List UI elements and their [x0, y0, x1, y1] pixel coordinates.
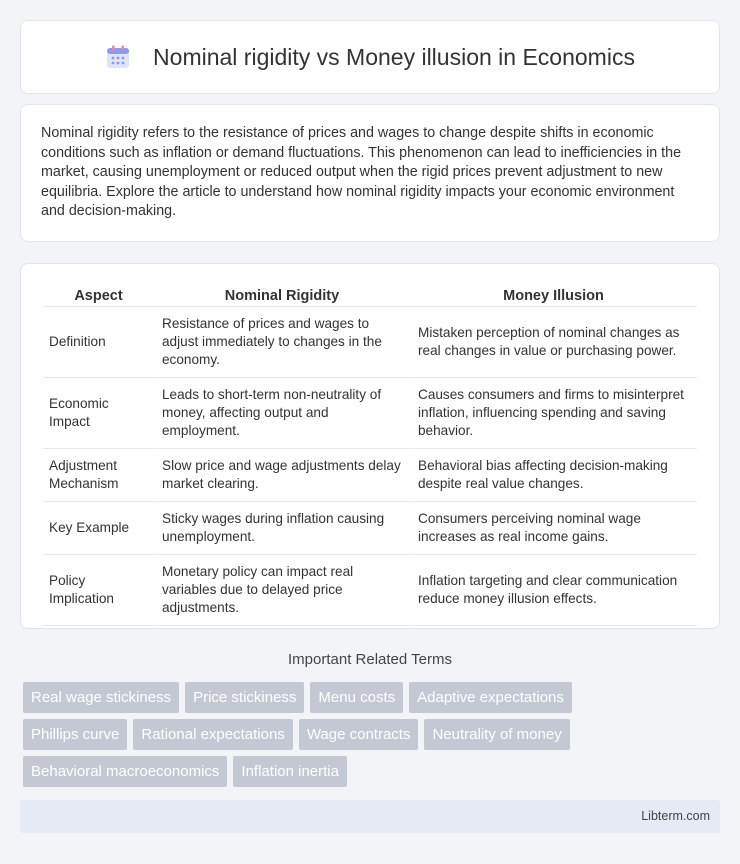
title-card	[20, 20, 720, 94]
page-title: Nominal rigidity vs Money illusion in Economics	[153, 43, 635, 70]
comparison-table-card	[20, 263, 720, 629]
table-header-row	[43, 284, 697, 307]
related-term-tag[interactable]: Neutrality of money	[424, 719, 569, 750]
table-row	[43, 449, 697, 502]
intro-text: Nominal rigidity refers to the resistance of prices and wages to change despite shifts in economic conditions such as inflation or demand fluctuations. This phenomenon can lead to inefficiencies in the market, causing unemployment or reduced output when the rigid prices prevent adjustment to new equilibria. Explore the article to understand how nominal rigidity impacts your economic environment and decision-making.	[41, 125, 682, 220]
row-money-illusion: Mistaken perception of nominal changes as real changes in value or purchasing power.	[410, 307, 697, 378]
row-nominal-rigidity: Leads to short-term non-neutrality of money, affecting output and employment.	[154, 378, 410, 449]
related-term-tag[interactable]: Price stickiness	[185, 682, 304, 713]
related-term-tag[interactable]: Adaptive expectations	[409, 682, 572, 713]
row-aspect: Policy Implication	[43, 555, 154, 626]
related-terms-heading: Important Related Terms	[288, 651, 452, 668]
row-money-illusion: Causes consumers and firms to misinterpret inflation, influencing spending and saving behavior.	[410, 378, 697, 449]
intro-card	[20, 104, 720, 242]
row-aspect: Key Example	[43, 502, 154, 555]
calendar-icon	[105, 44, 131, 70]
footer-site-link[interactable]: Libterm.com	[641, 809, 710, 823]
table-row	[43, 555, 697, 626]
related-term-tag[interactable]: Real wage stickiness	[23, 682, 179, 713]
related-term-tag[interactable]: Inflation inertia	[233, 756, 347, 787]
table-row	[43, 502, 697, 555]
row-nominal-rigidity: Slow price and wage adjustments delay market clearing.	[154, 449, 410, 502]
related-term-tag[interactable]: Behavioral macroeconomics	[23, 756, 227, 787]
row-nominal-rigidity: Monetary policy can impact real variables due to delayed price adjustments.	[154, 555, 410, 626]
related-term-tag[interactable]: Menu costs	[310, 682, 403, 713]
comparison-table	[43, 284, 697, 626]
tag-row	[23, 682, 723, 713]
row-nominal-rigidity: Sticky wages during inflation causing unemployment.	[154, 502, 410, 555]
header-aspect: Aspect	[43, 284, 154, 307]
related-term-tag[interactable]: Rational expectations	[133, 719, 292, 750]
header-nominal-rigidity: Nominal Rigidity	[154, 284, 410, 307]
row-aspect: Economic Impact	[43, 378, 154, 449]
row-aspect: Definition	[43, 307, 154, 378]
related-term-tag[interactable]: Phillips curve	[23, 719, 127, 750]
tag-row	[23, 719, 723, 750]
row-aspect: Adjustment Mechanism	[43, 449, 154, 502]
related-term-tag[interactable]: Wage contracts	[299, 719, 419, 750]
table-row	[43, 378, 697, 449]
related-terms-list	[23, 682, 723, 793]
row-money-illusion: Inflation targeting and clear communication reduce money illusion effects.	[410, 555, 697, 626]
row-money-illusion: Behavioral bias affecting decision-making despite real value changes.	[410, 449, 697, 502]
footer	[20, 800, 720, 833]
tag-row	[23, 756, 723, 787]
header-money-illusion: Money Illusion	[410, 284, 697, 307]
table-row	[43, 307, 697, 378]
row-money-illusion: Consumers perceiving nominal wage increases as real income gains.	[410, 502, 697, 555]
row-nominal-rigidity: Resistance of prices and wages to adjust immediately to changes in the economy.	[154, 307, 410, 378]
